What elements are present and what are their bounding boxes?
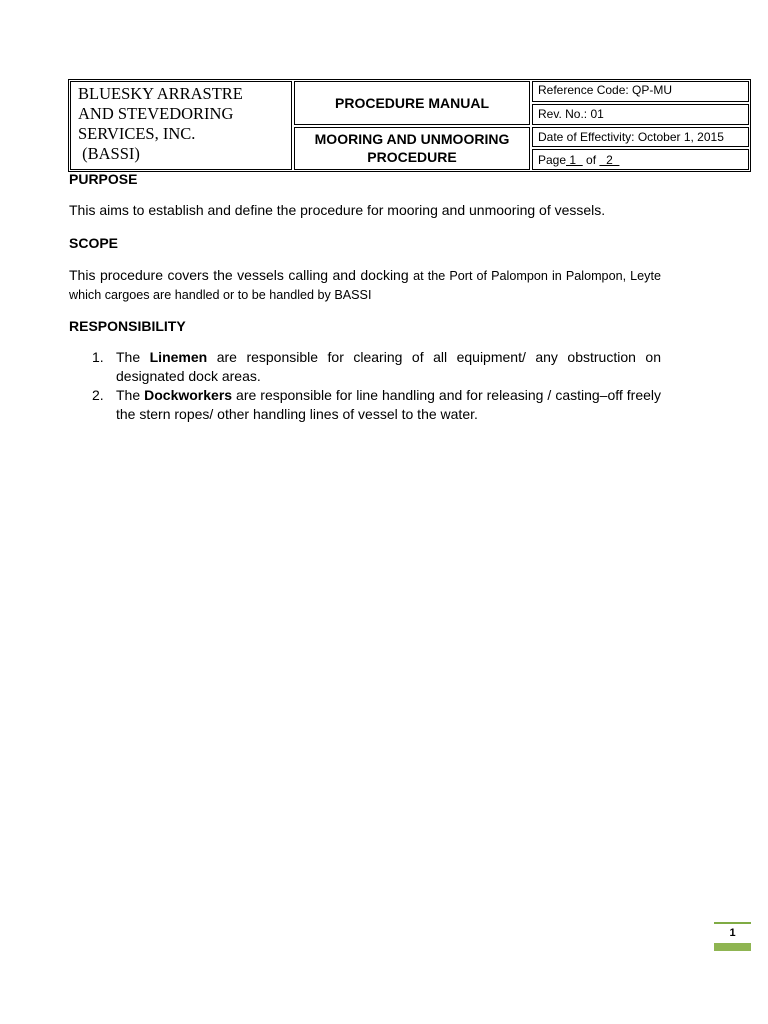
company-name-line-1: BLUESKY ARRASTRE xyxy=(78,84,243,103)
page-number-top-rule xyxy=(714,922,751,924)
purpose-heading: PURPOSE xyxy=(69,171,138,187)
list-item-text: are responsible for clearing of all equipment/ any obstruction on designated dock areas. xyxy=(116,349,661,384)
date-of-effectivity: Date of Effectivity: October 1, 2015 xyxy=(532,127,749,148)
responsibility-heading: RESPONSIBILITY xyxy=(69,318,186,334)
page-total: 2 xyxy=(599,152,620,167)
scope-text-part-1: This procedure covers the vessels calling and docking xyxy=(69,267,414,283)
reference-code: Reference Code: QP-MU xyxy=(532,81,749,102)
company-name-line-4: (BASSI) xyxy=(78,144,140,163)
procedure-title xyxy=(294,127,530,171)
manual-title: PROCEDURE MANUAL xyxy=(294,81,530,125)
page-label: Page xyxy=(538,152,567,167)
scope-text-part-2: at the Port of Palompon in Palompon, Leyte which cargoes are handled or to be handled by BASSI xyxy=(69,269,661,302)
revision-number: Rev. No.: 01 xyxy=(532,104,749,125)
document-control-info xyxy=(532,81,749,170)
list-item-role: Linemen xyxy=(149,349,208,365)
list-item-number: 2. xyxy=(92,387,104,403)
company-name xyxy=(70,81,292,170)
document-header-table xyxy=(68,79,751,172)
page-current: 1 xyxy=(566,152,583,167)
procedure-title-line-1: MOORING AND UNMOORING xyxy=(314,131,510,148)
footer-page-number xyxy=(714,922,751,951)
list-item xyxy=(69,348,661,386)
company-name-line-3: SERVICES, INC. xyxy=(78,124,196,143)
purpose-text: This aims to establish and define the procedure for mooring and unmooring of vessels. xyxy=(69,202,606,218)
document-body xyxy=(69,171,661,424)
page-of-label: of xyxy=(582,152,600,167)
page-number-accent-bar xyxy=(714,943,751,951)
scope-heading: SCOPE xyxy=(69,235,119,251)
scope-text xyxy=(69,266,661,304)
list-item-role: Dockworkers xyxy=(144,387,233,403)
list-item-number: 1. xyxy=(92,349,104,365)
list-item-prefix: The xyxy=(116,387,145,403)
list-item-text: are responsible for line handling and for releasing / casting–off freely the stern ropes/ other handling lines of vessel to the water. xyxy=(116,387,662,422)
page-count xyxy=(532,149,749,170)
procedure-title-line-2: PROCEDURE xyxy=(367,149,457,166)
responsibility-list xyxy=(69,348,661,424)
list-item-prefix: The xyxy=(116,349,150,365)
company-name-line-2: AND STEVEDORING xyxy=(78,104,234,123)
list-item xyxy=(69,386,661,424)
page-number: 1 xyxy=(729,927,736,939)
